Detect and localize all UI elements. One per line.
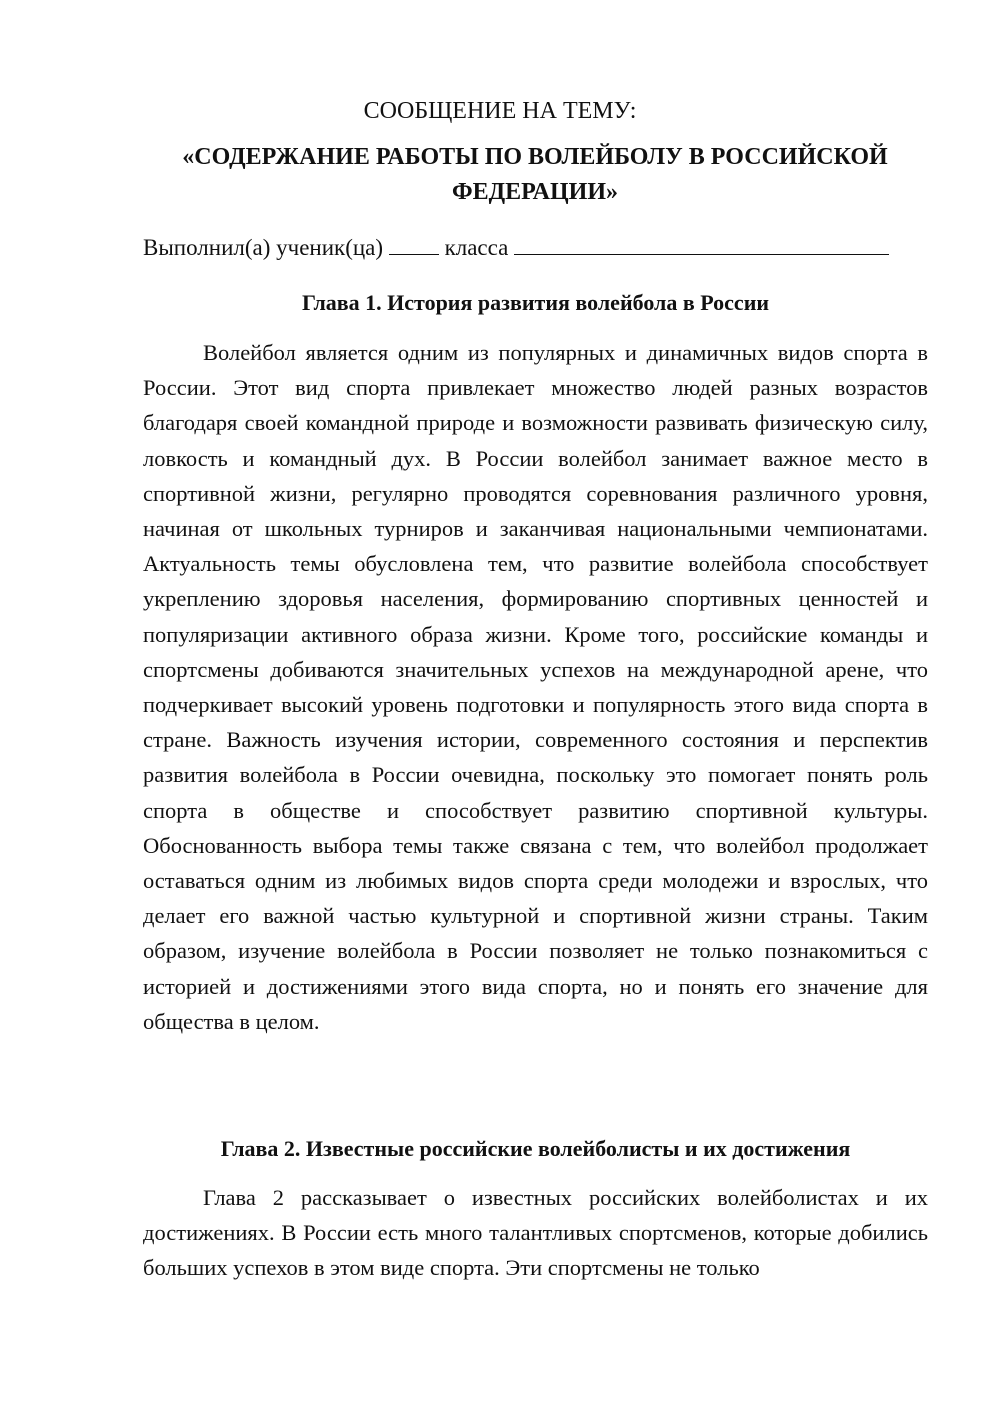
- chapter1-paragraph: Волейбол является одним из популярных и динамичных видов спорта в России. Этот вид спорта привлекает множество людей разных возрастов благодаря своей командной природе и возможности развивать физическую силу, ловкость и командный дух. В России волейбол занимает важное место в спортивной жизни, регулярно проводятся соревнования различного уровня, начиная от школьных турниров и заканчивая национальными чемпионатами. Актуальность темы обусловлена тем, что развитие волейбола способствует укреплению здоровья населения, формированию спортивных ценностей и популяризации активного образа жизни. Кроме того, российские команды и спортсмены добиваются значительных успехов на международной арене, что подчеркивает высокий уровень подготовки и популярность этого вида спорта в стране. Важность изучения истории, современного состояния и перспектив развития волейбола в России очевидна, поскольку это помогает понять роль спорта в обществе и способствует развитию спортивной культуры. Обоснованность выбора темы также связана с тем, что волейбол продолжает оставаться одним из любимых видов спорта среди молодежи и взрослых, что делает его важной частью культурной и спортивной жизни страны. Таким образом, изучение волейбола в России позволяет не только познакомиться с историей и достижениями этого вида спорта, но и понять его значение для общества в целом.: [143, 340, 928, 1034]
- signature-prefix: Выполнил(а) ученик(ца): [143, 235, 384, 260]
- document-header-label: СООБЩЕНИЕ НА ТЕМУ:: [363, 98, 637, 124]
- chapter1-heading: Глава 1. История развития волейбола в России: [301, 290, 770, 315]
- class-number-blank: [389, 230, 439, 255]
- chapter2-paragraph: Глава 2 рассказывает о известных российских волейболистах и их достижениях. В России есть много талантливых спортсменов, которые добились больших успехов в этом виде спорта. Эти спортсмены не только: [143, 1185, 928, 1281]
- student-name-blank: [514, 230, 889, 255]
- chapter2-heading: Глава 2. Известные российские волейболисты и их достижения: [220, 1136, 851, 1161]
- signature-line: [143, 230, 933, 265]
- document-title: «СОДЕРЖАНИЕ РАБОТЫ ПО ВОЛЕЙБОЛУ В РОССИЙСКОЙ ФЕДЕРАЦИИ»: [182, 144, 888, 205]
- signature-middle: класса: [444, 235, 509, 260]
